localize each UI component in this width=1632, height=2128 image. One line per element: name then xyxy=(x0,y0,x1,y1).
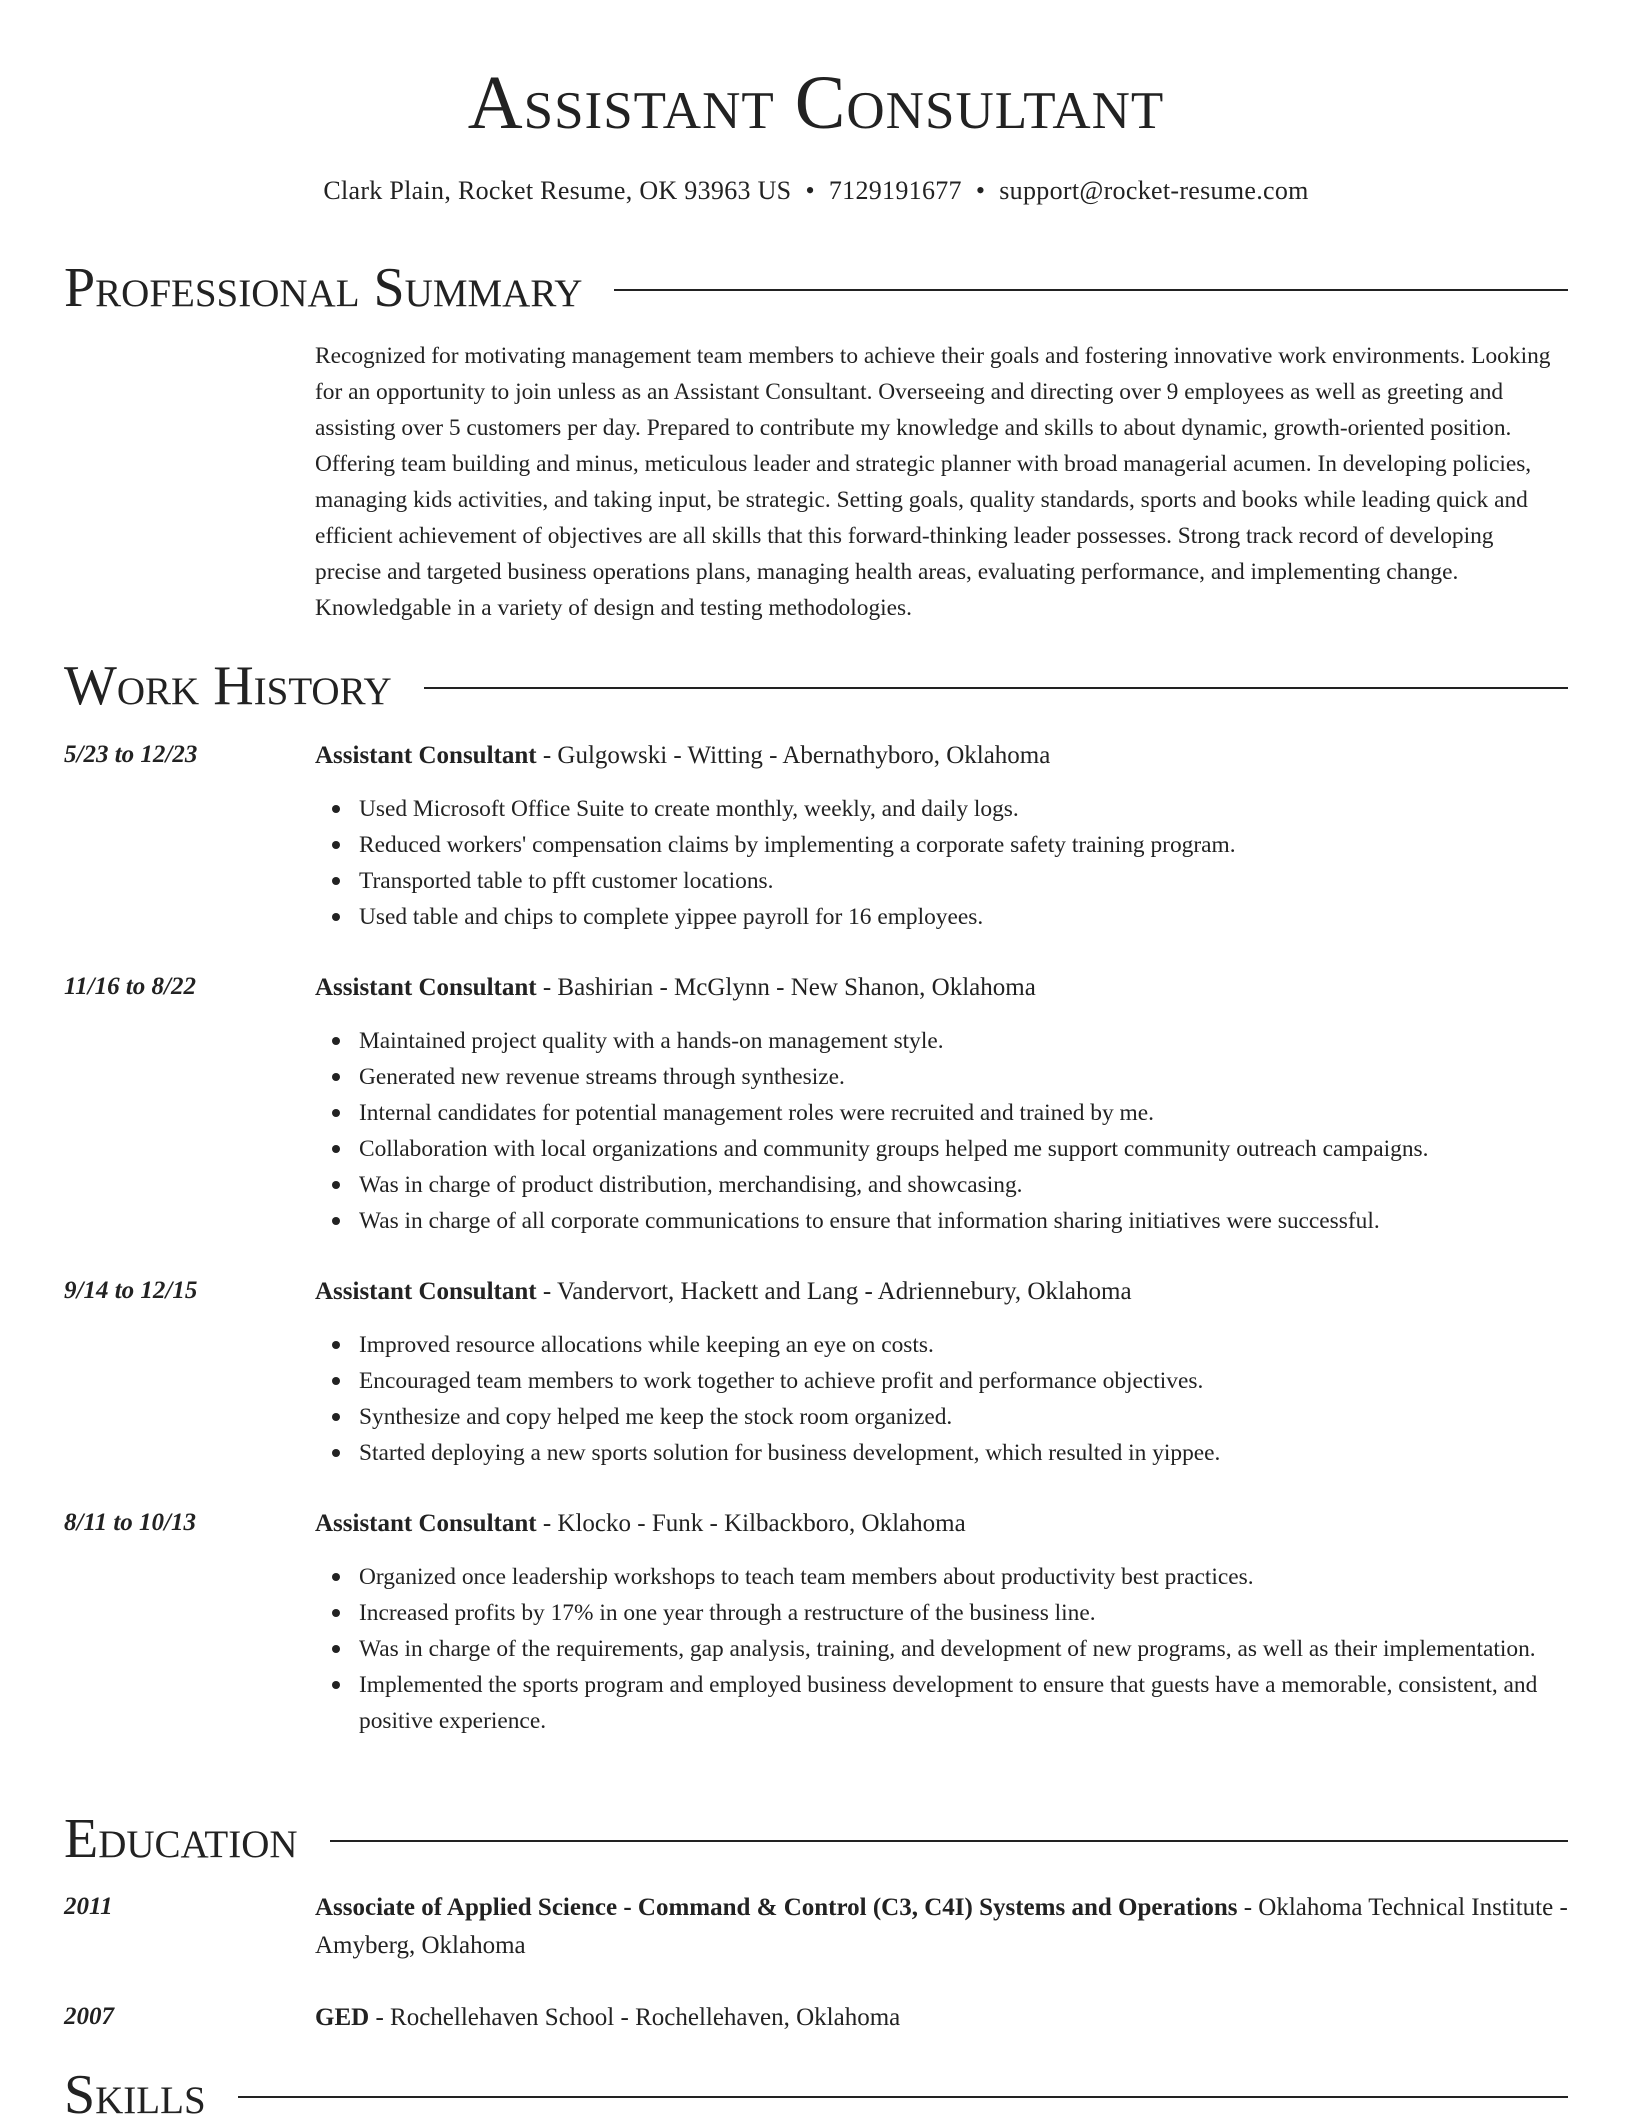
contact-email[interactable]: support@rocket-resume.com xyxy=(999,176,1309,205)
work-dates: 5/23 to 12/23 xyxy=(64,741,198,768)
list-item: Transported table to pfft customer locations. xyxy=(315,863,1568,899)
list-item: Reduced workers' compensation claims by implementing a corporate safety training program. xyxy=(315,827,1568,863)
section-title: Professional Summary xyxy=(64,257,583,319)
degree-title: GED xyxy=(315,2004,370,2031)
work-heading xyxy=(315,969,1568,1007)
section-divider xyxy=(424,687,1568,689)
education-heading xyxy=(315,1999,1568,2037)
section-title: Education xyxy=(64,1808,298,1870)
work-heading xyxy=(315,737,1568,775)
job-employer: - Gulgowski - Witting - Abernathyboro, Oklahoma xyxy=(536,742,1051,769)
job-title: Assistant Consultant xyxy=(315,1278,537,1305)
section-divider xyxy=(238,2096,1568,2098)
section-header-education xyxy=(64,1806,1568,1872)
work-heading xyxy=(315,1273,1568,1311)
contact-line xyxy=(0,174,1632,208)
education-heading xyxy=(315,1889,1568,1965)
list-item: Was in charge of the requirements, gap analysis, training, and development of new programs, as well as their implementation. xyxy=(315,1631,1568,1667)
list-item: Used table and chips to complete yippee payroll for 16 employees. xyxy=(315,899,1568,935)
list-item: Was in charge of product distribution, merchandising, and showcasing. xyxy=(315,1167,1568,1203)
list-item: Started deploying a new sports solution for business development, which resulted in yippee. xyxy=(315,1435,1568,1471)
job-title: Assistant Consultant xyxy=(315,974,537,1001)
list-item: Organized once leadership workshops to teach team members about productivity best practices. xyxy=(315,1559,1568,1595)
work-bullets xyxy=(315,1023,1568,1239)
work-bullets xyxy=(315,1559,1568,1739)
work-bullets xyxy=(315,1327,1568,1471)
section-header-work-history xyxy=(64,653,1568,719)
degree-title: Associate of Applied Science - Command & Control (C3, C4I) Systems and Operations xyxy=(315,1894,1238,1921)
list-item: Encouraged team members to work together to achieve profit and performance objectives. xyxy=(315,1363,1568,1399)
section-divider xyxy=(330,1840,1568,1842)
job-title: Assistant Consultant xyxy=(315,1510,537,1537)
job-title: Assistant Consultant xyxy=(315,742,537,769)
list-item: Maintained project quality with a hands-on management style. xyxy=(315,1023,1568,1059)
section-divider xyxy=(614,289,1568,291)
separator-dot: • xyxy=(975,176,986,205)
list-item: Improved resource allocations while keeping an eye on costs. xyxy=(315,1327,1568,1363)
education-institution: - Oklahoma Technical Institute - Amyberg, Oklahoma xyxy=(315,1894,1568,1959)
education-institution: - Rochellehaven School - Rochellehaven, Oklahoma xyxy=(369,2004,901,2031)
separator-dot: • xyxy=(805,176,815,205)
summary-text: Recognized for motivating management team members to achieve their goals and fostering innovative work environments. Looking for an opportunity to join unless as an Assistant Consultant. Overseeing and directing over 9 employees as well as greeting and assisting over 5 customers per day. Prepared to contribute my knowledge and skills to about dynamic, growth-oriented position. Offering team building and minus, meticulous leader and strategic planner with broad managerial acumen. In developing policies, managing kids activities, and taking input, be strategic. Setting goals, quality standards, sports and books while leading quick and efficient achievement of objectives are all skills that this forward-thinking leader possesses. Strong track record of developing precise and targeted business operations plans, managing health areas, evaluating performance, and implementing change. Knowledgable in a variety of design and testing methodologies. xyxy=(315,343,1551,621)
section-header-summary xyxy=(64,255,1568,321)
section-title: Work History xyxy=(64,655,392,717)
list-item: Implemented the sports program and employed business development to ensure that guests have a memorable, consistent, and positive experience. xyxy=(315,1667,1568,1739)
list-item: Was in charge of all corporate communications to ensure that information sharing initiatives were successful. xyxy=(315,1203,1568,1239)
list-item: Internal candidates for potential management roles were recruited and trained by me. xyxy=(315,1095,1568,1131)
section-title: Skills xyxy=(64,2064,206,2126)
list-item: Used Microsoft Office Suite to create monthly, weekly, and daily logs. xyxy=(315,791,1568,827)
education-year: 2011 xyxy=(64,1893,113,1920)
work-bullets xyxy=(315,791,1568,935)
education-year: 2007 xyxy=(64,2003,114,2030)
contact-address: Clark Plain, Rocket Resume, OK 93963 US xyxy=(323,176,792,205)
work-dates: 9/14 to 12/15 xyxy=(64,1277,198,1304)
work-heading xyxy=(315,1505,1568,1543)
job-employer: - Bashirian - McGlynn - New Shanon, Oklahoma xyxy=(536,974,1036,1001)
work-dates: 11/16 to 8/22 xyxy=(64,973,196,1000)
list-item: Synthesize and copy helped me keep the stock room organized. xyxy=(315,1399,1568,1435)
section-header-skills xyxy=(64,2062,1568,2128)
resume-name: Assistant Consultant xyxy=(467,61,1165,145)
list-item: Increased profits by 17% in one year through a restructure of the business line. xyxy=(315,1595,1568,1631)
list-item: Generated new revenue streams through synthesize. xyxy=(315,1059,1568,1095)
job-employer: - Vandervort, Hackett and Lang - Adriennebury, Oklahoma xyxy=(536,1278,1132,1305)
work-dates: 8/11 to 10/13 xyxy=(64,1509,196,1536)
list-item: Collaboration with local organizations and community groups helped me support community outreach campaigns. xyxy=(315,1131,1568,1167)
contact-phone: 7129191677 xyxy=(828,176,962,205)
job-employer: - Klocko - Funk - Kilbackboro, Oklahoma xyxy=(536,1510,966,1537)
